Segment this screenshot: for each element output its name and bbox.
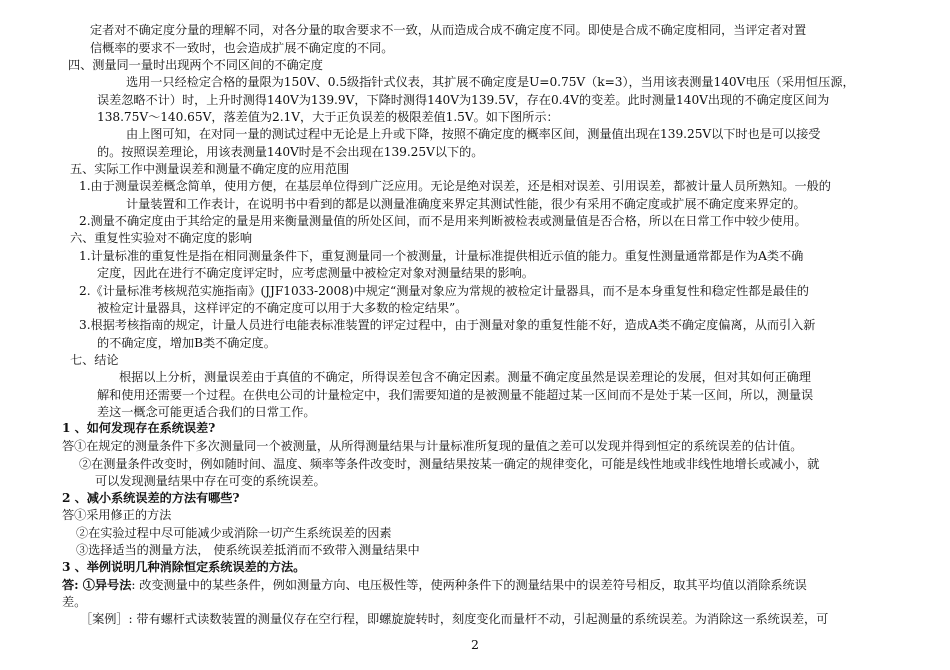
paragraph-line: 138.75V～140.65V，落差值为2.1V，大于正负误差的极限差值1.5V。如下图所示： — [97, 110, 559, 124]
case-line: ［案例］: 带有螺杆式读数装置的测量仪存在空行程，即螺旋旋转时，刻度变化而量杆不动，引起测量的系统误差。为消除这一系统误差，可 — [80, 612, 829, 626]
paragraph-line: 选用一只经检定合格的量限为150V、0.5级指针式仪表，其扩展不确定度是U=0.75V（k=3），当用该表测量140V电压（采用恒压源， — [126, 75, 855, 89]
list-item: 1.由于测量误差概念简单，使用方便，在基层单位得到广泛应用。无论是绝对误差，还是相对误差、引用误差，都被计量人员所熟知。一般的 — [79, 179, 831, 193]
answer-line: 差。 — [62, 595, 87, 609]
paragraph-line: 被检定计量器具，这样评定的不确定度可以用于大多数的检定结果”。 — [97, 301, 468, 315]
paragraph-line: 信概率的要求不一致时，也会造成扩展不确定度的不同。 — [90, 41, 394, 55]
answer-line: 可以发现测量结果中存在可变的系统误差。 — [95, 474, 326, 488]
answer-text: : 改变测量中的某些条件，例如测量方向、电压极性等，使两种条件下的测量结果中的误差符号相反，取其平均值以消除系统误 — [131, 578, 807, 592]
list-item: 2.测量不确定度由于其给定的量是用来衡量测量值的所处区间，而不是用来判断被检表或测量值是否合格，所以在日常工作中较少使用。 — [79, 214, 807, 228]
paragraph-line: 定度，因此在进行不确定度评定时，应考虑测量中被检定对象对测量结果的影响。 — [97, 266, 534, 280]
section-heading: 七、结论 — [70, 353, 119, 367]
answer-line — [62, 577, 938, 593]
question-heading: 1 、如何发现存在系统误差? — [62, 421, 216, 435]
answer-line: ②在实验过程中尽可能减少或消除一切产生系统误差的因素 — [76, 526, 392, 540]
answer-line: 答①采用修正的方法 — [62, 508, 172, 522]
answer-term: 答: ①异号法 — [62, 578, 132, 592]
section-heading: 六、重复性实验对不确定度的影响 — [70, 231, 253, 245]
answer-line: ③选择适当的测量方法， 使系统误差抵消而不致带入测量结果中 — [76, 543, 420, 557]
paragraph-line: 定者对不确定度分量的理解不同，对各分量的取舍要求不一致，从而造成合成不确定度不同。即使是合成不确定度相同，当评定者对置 — [90, 23, 807, 37]
paragraph-line: 误差忽略不计）时，上升时测得140V为139.9V，下降时测得140V为139.5V，存在0.4V的变差。此时测量140V出现的不确定度区间为 — [97, 93, 830, 107]
question-heading: 2 、减小系统误差的方法有哪些? — [62, 491, 240, 505]
paragraph-line: 差这一概念可能更适合我们的日常工作。 — [97, 405, 316, 419]
paragraph-line: 计量装置和工作表计，在说明书中看到的都是以测量准确度来界定其测试性能，很少有采用不确定度或扩展不确定度来界定的。 — [126, 197, 806, 211]
section-heading: 四、测量同一量时出现两个不同区间的不确定度 — [68, 58, 323, 72]
paragraph-line: 由上图可知，在对同一量的测试过程中无论是上升或下降，按照不确定度的概率区间，测量值出现在139.25V以下时也是可以接受 — [126, 127, 821, 141]
paragraph-line: 根据以上分析，测量误差由于真值的不确定，所得误差包含不确定因素。测量不确定度虽然是误差理论的发展，但对其如何正确理 — [119, 370, 811, 384]
page-number: 2 — [471, 637, 479, 652]
list-item: 3.根据考核指南的规定，计量人员进行电能表标准装置的评定过程中，由于测量对象的重复性能不好，造成A类不确定度偏离，从而引入新 — [79, 318, 816, 332]
paragraph-line: 的不确定度，增加B类不确定度。 — [97, 336, 276, 350]
section-heading: 五、实际工作中测量误差和测量不确定度的应用范围 — [70, 162, 350, 176]
list-item: 2.《计量标准考核规范实施指南》(JJF1033-2008)中规定“测量对象应为常规的被检定计量器具，而不是本身重复性和稳定性都是最佳的 — [79, 284, 809, 298]
question-heading: 3 、举例说明几种消除恒定系统误差的方法。 — [62, 560, 306, 574]
answer-line: 答①在规定的测量条件下多次测量同一个被测量，从所得测量结果与计量标准所复现的量值之差可以发现并得到恒定的系统误差的估计值。 — [62, 439, 803, 453]
paragraph-line: 的。按照误差理论，用该表测量140V时是不会出现在139.25V以下的。 — [97, 145, 484, 159]
list-item: 1.计量标准的重复性是指在相同测量条件下，重复测量同一个被测量，计量标准提供相近示值的能力。重复性测量通常都是作为A类不确 — [79, 249, 804, 263]
answer-line: ②在测量条件改变时，例如随时间、温度、频率等条件改变时，测量结果按某一确定的规律变化，可能是线性地或非线性地增长或减小，就 — [79, 457, 820, 471]
paragraph-line: 解和使用还需要一个过程。在供电公司的计量检定中，我们需要知道的是被测量不能超过某一区间而不是处于某一区间，所以，测量误 — [97, 388, 814, 402]
